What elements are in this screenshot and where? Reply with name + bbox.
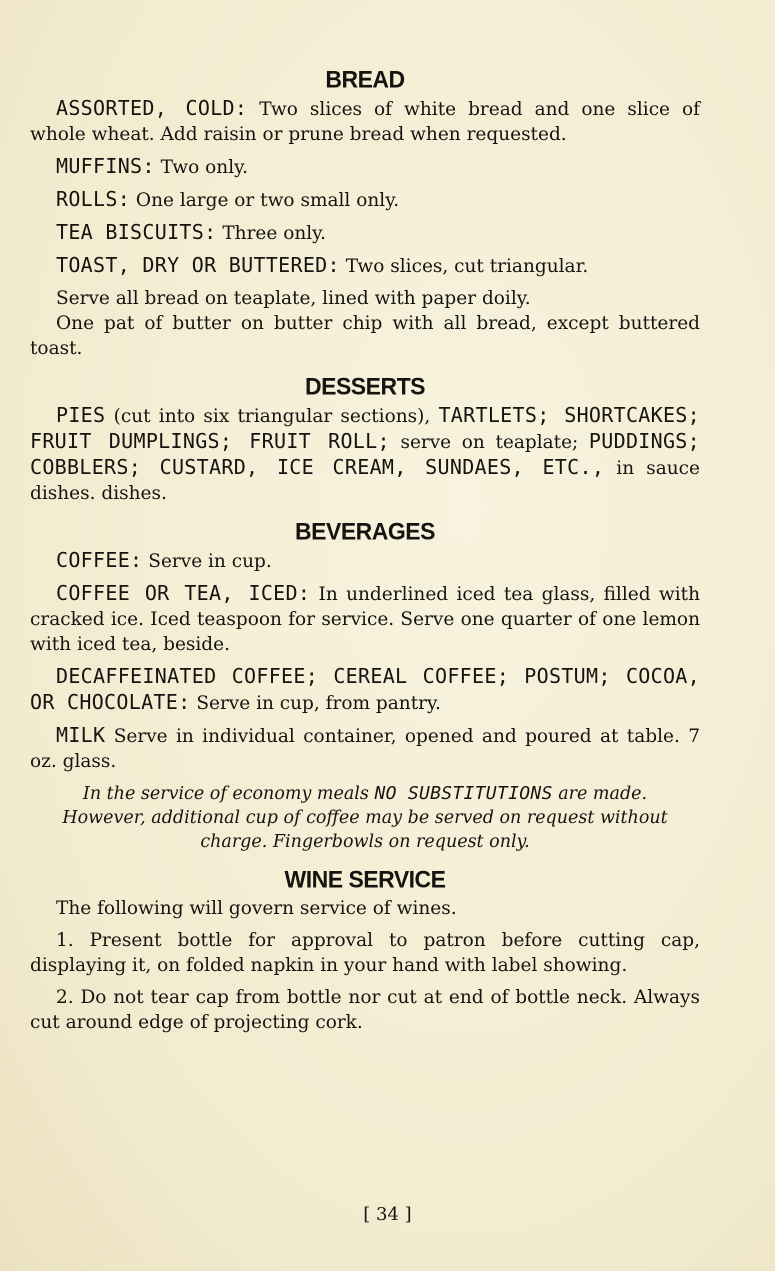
- bread-toast-keyword: TOAST, DRY OR BUTTERED:: [56, 253, 340, 277]
- desserts-pies-keyword: PIES: [56, 403, 106, 427]
- beverages-iced-keyword: COFFEE OR TEA, ICED:: [56, 581, 311, 605]
- desserts-entry: [30, 403, 700, 506]
- desserts-tartlets-keyword: TARTLETS; SHORTCAKES; FRUIT DUMPLINGS; FRUIT ROLL;: [30, 403, 700, 453]
- beverages-decaf-entry: [30, 664, 700, 716]
- desserts-puddings-keyword: PUDDINGS; COBBLERS; CUSTARD, ICE CREAM, SUNDAES, ETC.,: [30, 429, 700, 479]
- beverages-milk-entry: [30, 723, 700, 774]
- desserts-teaplate-text: serve on teaplate;: [389, 432, 589, 453]
- beverages-iced-text: In underlined iced tea glass, filled with cracked ice. Iced teaspoon for service. Serve one quarter of one lemon with iced tea, beside.: [30, 584, 701, 655]
- bread-rolls-keyword: ROLLS:: [56, 187, 131, 211]
- bread-rolls-entry: [30, 187, 700, 213]
- bread-tea-biscuits-text: Three only.: [216, 223, 327, 244]
- beverages-milk-text: Serve in individual container, opened and poured at table. 7 oz. glass.: [30, 726, 700, 772]
- beverages-decaf-keyword: DECAFFEINATED COFFEE; CEREAL COFFEE; POSTUM; COCOA, OR CHOCOLATE:: [30, 664, 700, 714]
- page-number: [ 34 ]: [363, 1204, 412, 1225]
- bread-butter-note: One pat of butter on butter chip with all bread, except buttered toast.: [30, 313, 700, 359]
- bread-tea-biscuits-entry: [30, 220, 700, 246]
- bread-assorted-text: Two slices of white bread and one slice of whole wheat. Add raisin or prune bread when requested.: [30, 99, 700, 145]
- beverages-iced-entry: [30, 581, 700, 657]
- wine-item-2: 2. Do not tear cap from bottle nor cut at end of bottle neck. Always cut around edge of projecting cork.: [30, 987, 700, 1033]
- beverages-decaf-text: Serve in cup, from pantry.: [190, 693, 441, 714]
- bread-heading: BREAD: [325, 65, 405, 93]
- wine-intro: The following will govern service of wines.: [56, 898, 457, 919]
- note-part-a: In the service of economy meals: [82, 784, 375, 804]
- beverages-heading: BEVERAGES: [295, 517, 435, 545]
- economy-meals-note: [50, 782, 680, 854]
- bread-assorted-keyword: ASSORTED, COLD:: [56, 96, 248, 120]
- bread-assorted-entry: [30, 96, 700, 147]
- beverages-coffee-entry: [30, 548, 700, 574]
- beverages-coffee-keyword: COFFEE:: [56, 548, 143, 572]
- page-body: [30, 64, 700, 1035]
- desserts-pies-text: (cut into six triangular sections),: [105, 406, 439, 427]
- desserts-sauce-dish-text: in sauce dishes. dishes.: [30, 458, 700, 504]
- bread-toast-text: Two slices, cut triangular.: [339, 256, 589, 277]
- bread-serve-note: Serve all bread on teaplate, lined with paper doily.: [56, 288, 531, 309]
- note-part-c: are made. However, additional cup of coffee may be served on request without charge. Fingerbowls on request only.: [62, 784, 668, 852]
- note-no-substitutions: NO SUBSTITUTIONS: [374, 783, 553, 804]
- bread-muffins-keyword: MUFFINS:: [56, 154, 155, 178]
- bread-tea-biscuits-keyword: TEA BISCUITS:: [56, 220, 217, 244]
- beverages-coffee-text: Serve in cup.: [142, 551, 272, 572]
- bread-muffins-entry: [30, 154, 700, 180]
- desserts-heading: DESSERTS: [305, 372, 425, 400]
- bread-toast-entry: [30, 253, 700, 279]
- beverages-milk-keyword: MILK: [56, 723, 106, 747]
- wine-item-1: 1. Present bottle for approval to patron before cutting cap, displaying it, on folded napkin in your hand with label showing.: [30, 930, 700, 976]
- wine-heading: WINE SERVICE: [284, 865, 446, 893]
- bread-rolls-text: One large or two small only.: [130, 190, 400, 211]
- bread-muffins-text: Two only.: [154, 157, 248, 178]
